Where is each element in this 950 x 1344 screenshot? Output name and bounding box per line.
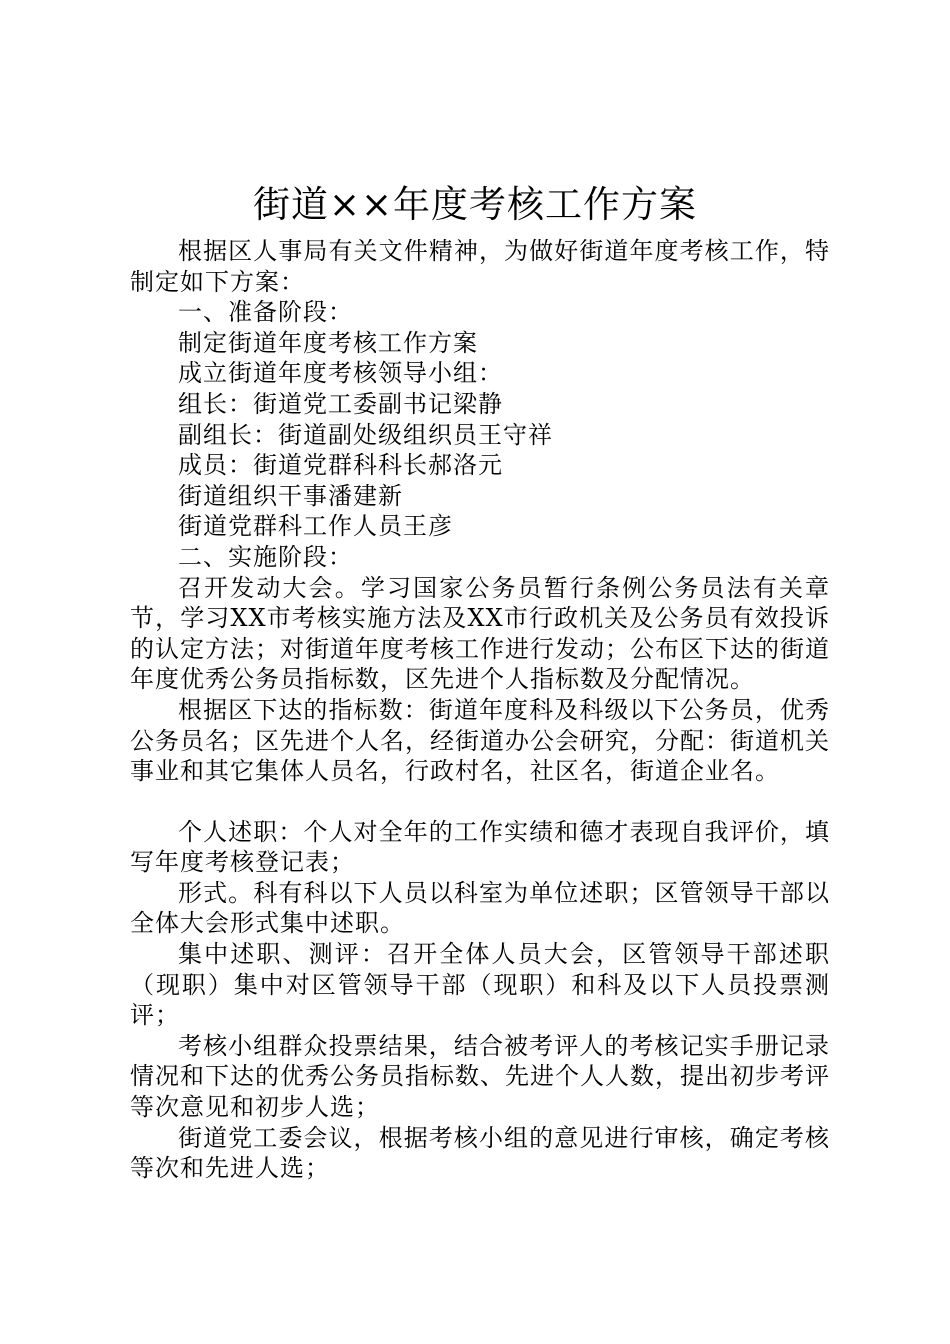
paragraph-plan: 制定街道年度考核工作方案 [178,328,478,357]
paragraph-centralized-review: 集中述职、测评：召开全体人员大会，区管领导干部述职（现职）集中对区管领导干部（现职）和科及以下人员投票测评； [130,940,830,1030]
heading-implementation-stage: 二、实施阶段： [178,542,353,571]
heading-preparation-stage: 一、准备阶段： [178,298,353,327]
paragraph-member-2: 街道组织干事潘建新 [178,481,403,510]
paragraph-mobilization: 召开发动大会。学习国家公务员暂行条例公务员法有关章节，学习XX市考核实施方法及XX市行政机关及公务员有效投诉的认定方法；对街道年度考核工作进行发动；公布区下达的街道年度优秀公务员指标数，区先进个人指标数及分配情况。 [130,573,830,694]
paragraph-format: 形式。科有科以下人员以科室为单位述职；区管领导干部以全体大会形式集中述职。 [130,878,830,938]
paragraph-quota: 根据区下达的指标数：街道年度科及科级以下公务员，优秀公务员名；区先进个人名，经街道办公会研究，分配：街道机关事业和其它集体人员名，行政村名，社区名，街道企业名。 [130,695,830,786]
paragraph-leading-group: 成立街道年度考核领导小组： [178,359,503,388]
paragraph-group-leader: 组长：街道党工委副书记梁静 [178,389,503,418]
paragraph-voting-results: 考核小组群众投票结果，结合被考评人的考核记实手册记录情况和下达的优秀公务员指标数、先进个人人数，提出初步考评等次意见和初步人选； [130,1031,830,1122]
paragraph-self-report: 个人述职：个人对全年的工作实绩和德才表现自我评价，填写年度考核登记表； [130,817,830,877]
paragraph-committee-meeting: 街道党工委会议，根据考核小组的意见进行审核，确定考核等次和先进人选； [130,1123,830,1183]
document-body [130,236,830,1184]
paragraph-gap [130,787,830,817]
document-title: 街道××年度考核工作方案 [252,183,697,226]
paragraph-intro: 根据区人事局有关文件精神，为做好街道年度考核工作，特制定如下方案： [130,237,830,296]
paragraph-member-1: 成员：街道党群科科长郝洛元 [178,451,503,480]
paragraph-member-3: 街道党群科工作人员王彦 [178,512,453,541]
paragraph-deputy-leader: 副组长：街道副处级组织员王守祥 [178,420,553,449]
